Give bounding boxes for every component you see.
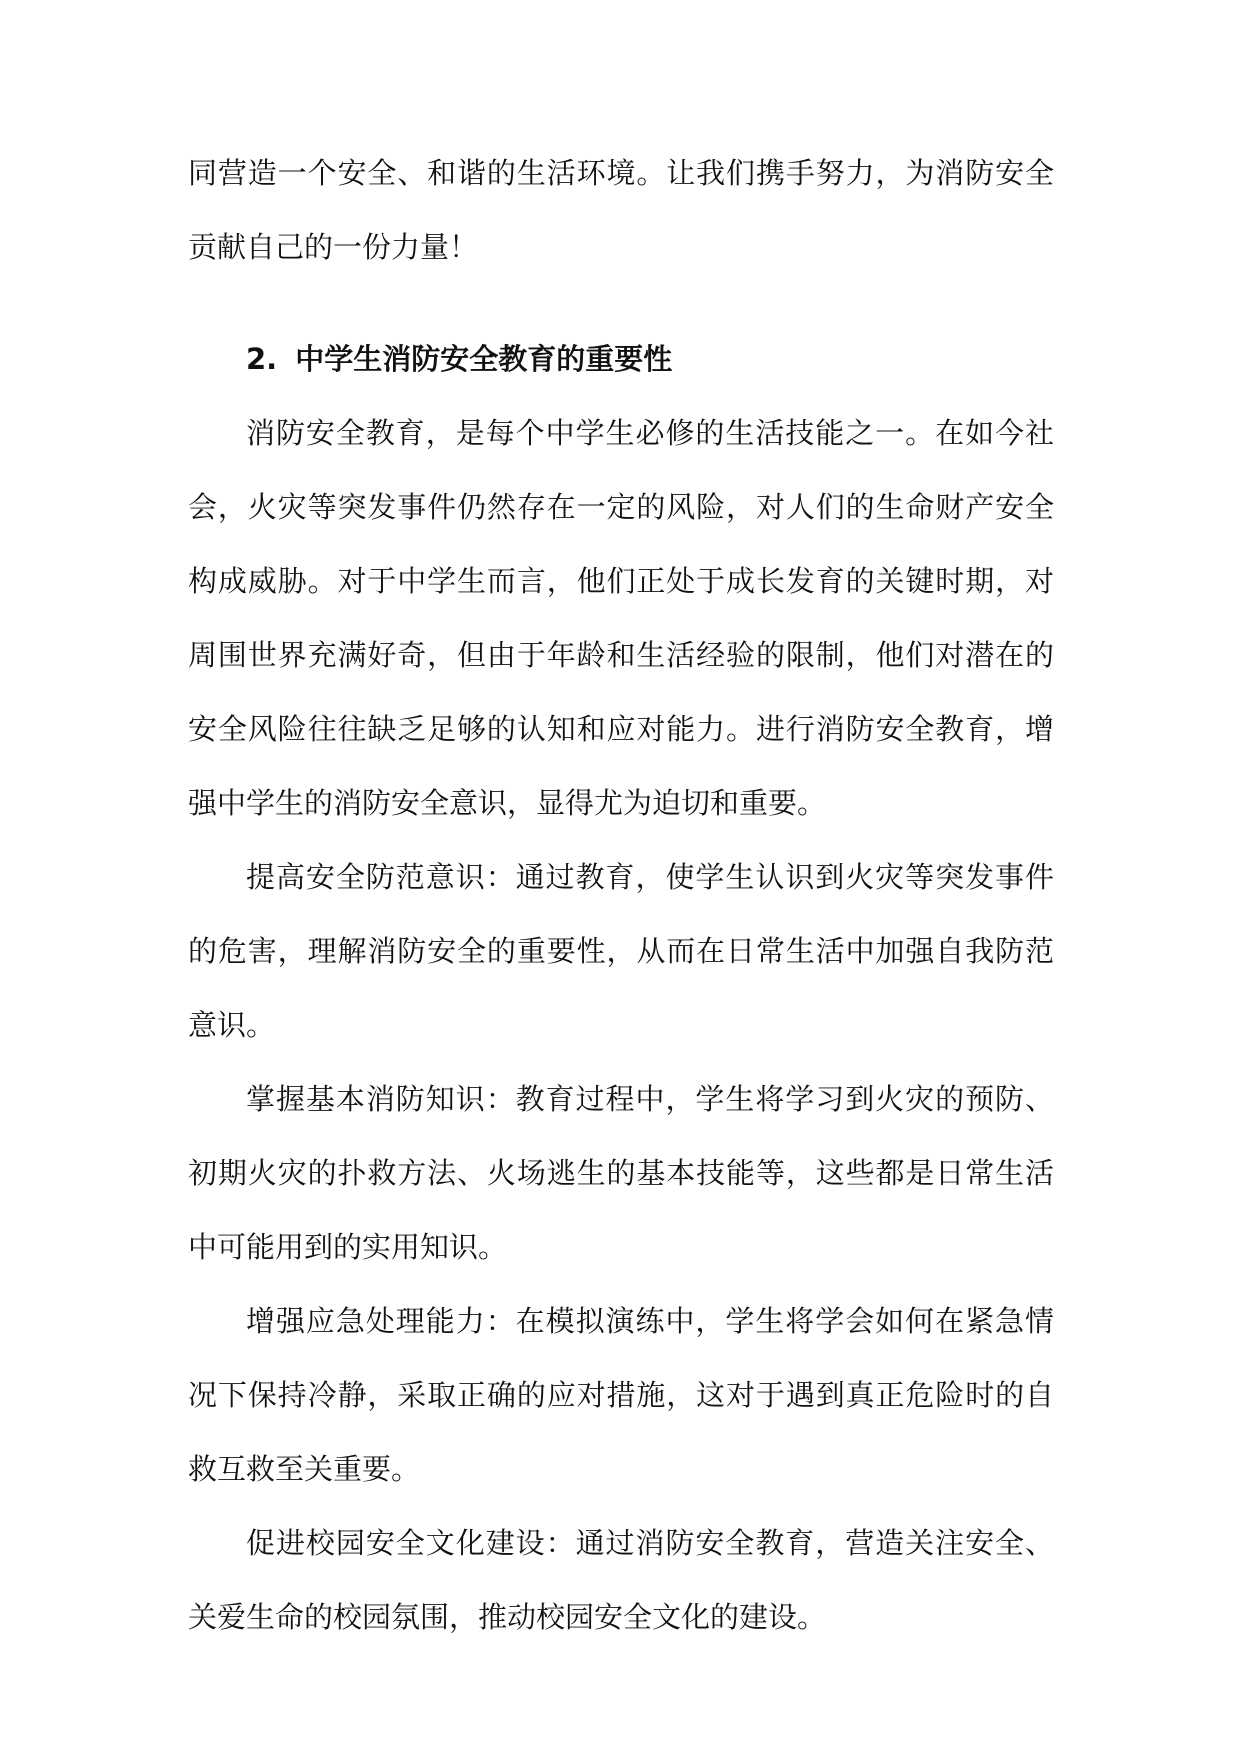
paragraph-intro: 消防安全教育，是每个中学生必修的生活技能之一。在如今社会，火灾等突发事件仍然存在一定的风险，对人们的生命财产安全构成威胁。对于中学生而言，他们正处于成长发育的关键时期，对周围世界充满好奇，但由于年龄和生活经验的限制，他们对潜在的安全风险往往缺乏足够的认知和应对能力。进行消防安全教育，增强中学生的消防安全意识，显得尤为迫切和重要。	[188, 416, 1054, 820]
section-heading	[188, 322, 1054, 396]
paragraph-knowledge: 掌握基本消防知识：教育过程中，学生将学习到火灾的预防、初期火灾的扑救方法、火场逃生的基本技能等，这些都是日常生活中可能用到的实用知识。	[188, 1082, 1054, 1264]
section-title: 中学生消防安全教育的重要性	[295, 342, 673, 376]
paragraph-emergency: 增强应急处理能力：在模拟演练中，学生将学会如何在紧急情况下保持冷静，采取正确的应对措施，这对于遇到真正危险时的自救互救至关重要。	[188, 1304, 1054, 1486]
continuation-paragraph: 同营造一个安全、和谐的生活环境。让我们携手努力，为消防安全贡献自己的一份力量！	[188, 156, 1054, 264]
section-number: 2.	[246, 342, 278, 376]
paragraph-awareness: 提高安全防范意识：通过教育，使学生认识到火灾等突发事件的危害，理解消防安全的重要性，从而在日常生活中加强自我防范意识。	[188, 860, 1054, 1042]
document-body	[188, 136, 1054, 1654]
paragraph-culture: 促进校园安全文化建设：通过消防安全教育，营造关注安全、关爱生命的校园氛围，推动校园安全文化的建设。	[188, 1526, 1054, 1634]
